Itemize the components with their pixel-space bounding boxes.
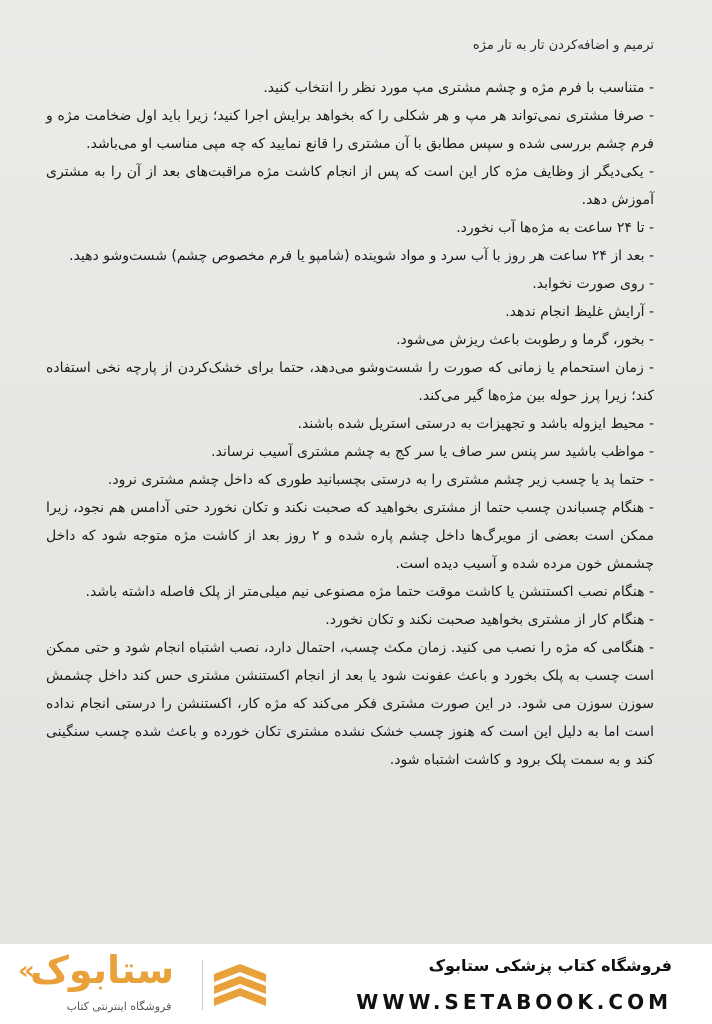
running-head: ترمیم و اضافه‌کردن تار به تار مژه (472, 38, 654, 53)
body-text (46, 74, 654, 774)
paragraph: - حتما پد یا چسب زیر چشم مشتری را به درستی بچسبانید طوری که داخل چشم مشتری نرود. (107, 472, 654, 488)
paragraph: - هنگام کار از مشتری بخواهید صحبت نکند و تکان نخورد. (325, 612, 654, 628)
paragraph: - هنگام نصب اکستنشن یا کاشت موقت حتما مژه مصنوعی نیم میلی‌متر از پلک فاصله داشته باشد. (85, 584, 654, 600)
store-url[interactable]: WWW.SETABOOK.COM (356, 990, 672, 1014)
paragraph: - صرفا مشتری نمی‌تواند هر مپ و هر شکلی را که بخواهد برایش اجرا کنید؛ زیرا باید اول ضخامت مژه و فرم چشم بررسی شده و سپس مطابق با آن مشتری را قانع نمایید که چه مپی مناسب او می‌باشد. (46, 108, 654, 152)
paragraph: - بخور، گرما و رطوبت باعث ریزش می‌شود. (396, 332, 654, 348)
paragraph: - یکی‌دیگر از وظایف مژه کار این است که پس از انجام کاشت مژه مراقبت‌های بعد از آن را به مشتری آموزش دهد. (46, 164, 654, 208)
paragraph: - زمان استحمام یا زمانی که صورت را شست‌وشو می‌دهد، حتما برای خشک‌کردن از پارچه نخی استفاده کند؛ زیرا پرز حوله بین مژه‌ها گیر می‌کند. (46, 360, 654, 404)
store-name: فروشگاه کتاب پزشکی ستابوک (428, 956, 672, 975)
paragraph: - تا ۲۴ ساعت به مژه‌ها آب نخورد. (456, 220, 654, 236)
logo-tagline: فروشگاه اینترنتی کتاب (66, 1000, 172, 1013)
paragraph: - هنگام چسباندن چسب حتما از مشتری بخواهید که صحبت نکند و تکان نخورد حتی آدامس هم نجود، زیرا ممکن است بعضی از مویرگ‌ها داخل چشم پاره شده و ۲ روز بعد از کاشت مژه متوجه شود که داخل چشمش خون مرده شده و آسیب دیده است. (46, 500, 654, 572)
logo-wordmark: ستابوک (30, 948, 175, 992)
paragraph: - آرایش غلیظ انجام ندهد. (505, 304, 654, 320)
paragraph: - متناسب با فرم مژه و چشم مشتری مپ مورد نظر را انتخاب کنید. (263, 80, 654, 96)
paragraph: - بعد از ۲۴ ساعت هر روز با آب سرد و مواد شوینده (شامپو یا فرم مخصوص چشم) شست‌وشو دهید. (69, 248, 654, 264)
logo-arrows-icon: « (18, 956, 35, 986)
paragraph: - هنگامی که مژه را نصب می کنید. زمان مکث چسب، احتمال دارد، نصب اشتباه انجام شود و حتی ممکن است چسب به پلک بخورد و باعث عفونت شود یا بعد از انجام اکستنشن مشتری حس کند داخل چشمش سوزن سوزن می شود. در این صورت مشتری فکر می‌کند که مژه کار، اکستنشن را درستی انجام نداده است اما به دلیل این است که هنوز چسب خشک نشده مشتری تکان خورده و باعث شده چسب سنگینی کند و به سمت پلک برود و کاشت اشتباه شود. (46, 640, 654, 768)
paragraph: - محیط ایزوله باشد و تجهیزات به درستی استریل شده باشند. (297, 416, 654, 432)
watermark-footer (0, 944, 712, 1024)
logo-divider (202, 960, 203, 1010)
paragraph: - روی صورت نخوابد. (532, 276, 654, 292)
book-logo-icon (212, 962, 268, 1008)
paragraph: - مواظب باشید سر پنس سر صاف یا سر کج به چشم مشتری آسیب نرساند. (211, 444, 654, 460)
